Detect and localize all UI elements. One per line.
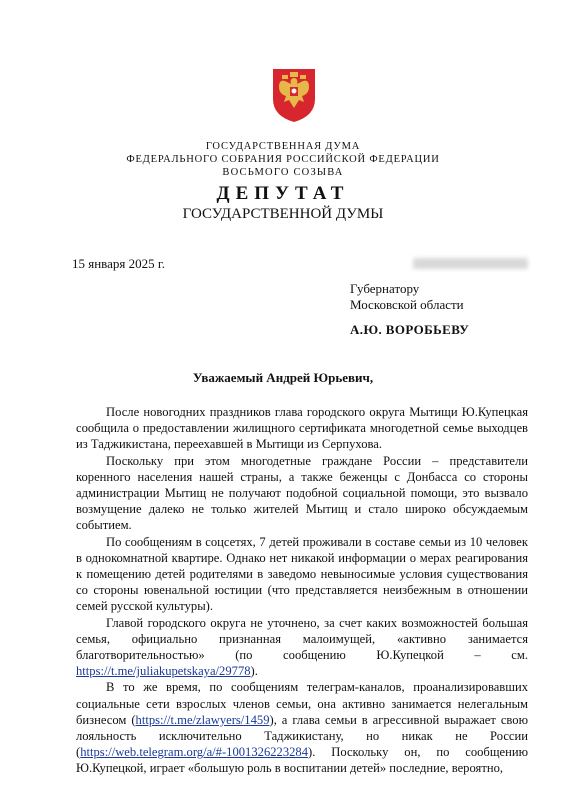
letterhead-subtitle: ГОСУДАРСТВЕННОЙ ДУМЫ bbox=[182, 206, 384, 222]
recipient-title: Губернатору bbox=[350, 281, 420, 296]
telegram-link-kupetskaya[interactable]: https://t.me/juliakupetskaya/29778 bbox=[76, 664, 251, 679]
paragraph-4-text: Главой городского округа не уточнено, за счет каких возможностей большая семья, официально признанная малоимущей, «активно занимается благотворительностью» (по сообщению Ю.Купецкой – см. bbox=[76, 615, 528, 663]
paragraph-5 bbox=[76, 679, 528, 776]
telegram-link-channel[interactable]: https://web.telegram.org/a/#-1001326223284 bbox=[80, 745, 309, 760]
paragraph-3: По сообщениям в соцсетях, 7 детей проживали в составе семьи из 10 человек в однокомнатной квартире. Однако нет никакой информации о мерах реагирования к помещению детей родителями в заведомо невыносимые условия существования со стороны ювенальной юстиции (что представляется неизбежным в отношении семей русской культуры). bbox=[76, 534, 528, 614]
header-org-line-2: ФЕДЕРАЛЬНОГО СОБРАНИЯ РОССИЙСКОЙ ФЕДЕРАЦИИ bbox=[126, 154, 440, 165]
paragraph-2: Поскольку при этом многодетные граждане России – представители коренного населения нашей страны, а также беженцы с Донбасса со стороны администрации Мытищ не получают подобной социальной помощи, это вызвало возмущение далеко не только жителей Мытищ и стало широко обсуждаемым событием. bbox=[76, 453, 528, 533]
letterhead-title: ДЕПУТАТ bbox=[216, 183, 350, 204]
paragraph-5-text-3: ). Поскольку он, по сообщению Ю.Купецкой, играет «большую роль в воспитании детей» последние, вероятно, bbox=[76, 745, 528, 776]
paragraph-5-text-1: В то же время, по сообщениям телеграм-каналов, проанализировавших социальные сети взрослых членов семьи, она активно занимается нелегальным бизнесом ( bbox=[76, 680, 528, 727]
paragraph-5-text-2: ), а глава семьи в агрессивной выражает свою лояльность исключительно Таджикистану, но никак не России ( bbox=[76, 712, 528, 760]
recipient-name: А.Ю. ВОРОБЬЕВУ bbox=[350, 322, 470, 337]
header-org-line-3: ВОСЬМОГО СОЗЫВА bbox=[222, 167, 344, 178]
header-org-line-1: ГОСУДАРСТВЕННАЯ ДУМА bbox=[205, 141, 361, 152]
telegram-link-zlawyers[interactable]: https://t.me/zlawyers/1459 bbox=[135, 712, 270, 727]
paragraph-4-end: ). bbox=[250, 664, 258, 679]
letter-body bbox=[76, 404, 528, 777]
letter-date: 15 января 2025 г. bbox=[72, 256, 166, 271]
paragraph-4 bbox=[76, 615, 528, 680]
recipient-region: Московской области bbox=[350, 297, 464, 312]
redacted-registration-number bbox=[413, 258, 528, 269]
paragraph-1: После новогодних праздников глава городского округа Мытищи Ю.Купецкая сообщила о предоставлении жилищного сертификата многодетной семье выходцев из Таджикистана, переехавшей в Мытищи из Серпухова. bbox=[76, 405, 528, 452]
russian-coat-of-arms-icon bbox=[270, 66, 318, 124]
salutation: Уважаемый Андрей Юрьевич, bbox=[192, 370, 374, 385]
